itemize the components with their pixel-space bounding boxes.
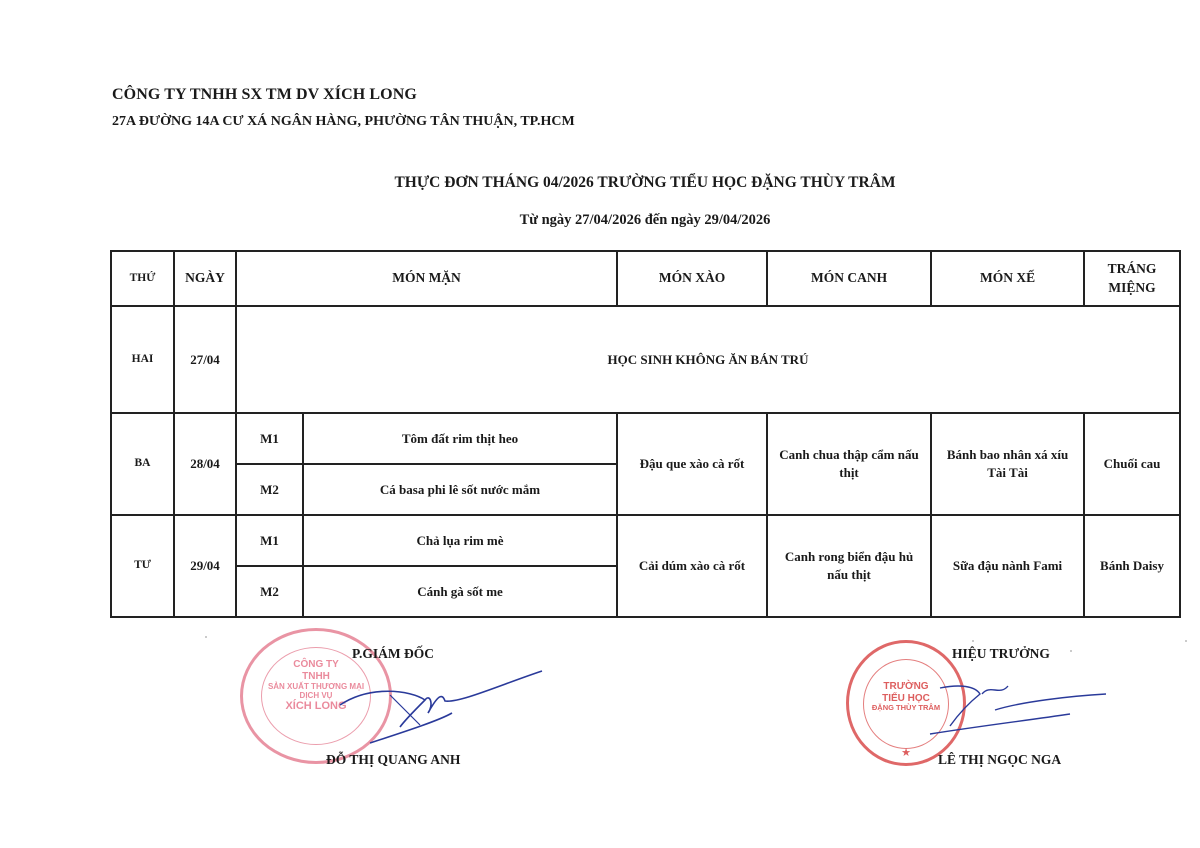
- col-header-main-dish: MÓN MẶN: [236, 251, 617, 306]
- company-stamp: CÔNG TY TNHH SẢN XUẤT THƯƠNG MẠI DỊCH VỤ XÍCH LONG: [240, 628, 392, 764]
- main-code: M1: [236, 413, 303, 464]
- main-dish: Chả lụa rim mè: [303, 515, 617, 566]
- principal-name: LÊ THỊ NGỌC NGA: [938, 752, 1062, 767]
- snack-cell: Bánh bao nhân xá xíu Tài Tài: [931, 413, 1084, 515]
- no-meal-note: HỌC SINH KHÔNG ĂN BÁN TRÚ: [236, 306, 1180, 413]
- date-cell: 28/04: [174, 413, 236, 515]
- soup-cell: Canh rong biển đậu hủ nấu thịt: [767, 515, 931, 617]
- day-cell: BA: [111, 413, 174, 515]
- date-cell: 29/04: [174, 515, 236, 617]
- table-row: [111, 413, 1180, 464]
- col-header-snack: MÓN XẾ: [931, 251, 1084, 306]
- scan-speck: [972, 640, 974, 642]
- day-cell: HAI: [111, 306, 174, 413]
- day-cell: TƯ: [111, 515, 174, 617]
- main-dish: Tôm đất rim thịt heo: [303, 413, 617, 464]
- table-row: [111, 306, 1180, 413]
- menu-table: [110, 250, 1181, 618]
- company-name: CÔNG TY TNHH SX TM DV XÍCH LONG: [112, 86, 417, 103]
- header-row: [111, 251, 1180, 306]
- stir-fry-cell: Đậu que xào cà rốt: [617, 413, 767, 515]
- table-row: [111, 515, 1180, 566]
- main-dish: Cá basa phi lê sốt nước mắm: [303, 464, 617, 515]
- scan-speck: [1185, 640, 1187, 642]
- soup-cell: Canh chua thập cẩm nấu thịt: [767, 413, 931, 515]
- snack-cell: Sữa đậu nành Fami: [931, 515, 1084, 617]
- scan-speck: [205, 636, 207, 638]
- col-header-dessert: TRÁNG MIỆNG: [1084, 251, 1180, 306]
- principal-signature: [920, 680, 1110, 740]
- col-header-day: THỨ: [111, 251, 174, 306]
- star-icon: ★: [901, 747, 911, 759]
- school-stamp: TRƯỜNG TIỂU HỌC ĐẶNG THÙY TRÂM ★: [846, 640, 966, 766]
- col-header-date: NGÀY: [174, 251, 236, 306]
- col-header-soup: MÓN CANH: [767, 251, 931, 306]
- scan-speck: [1070, 650, 1072, 652]
- document-title: THỰC ĐƠN THÁNG 04/2026 TRƯỜNG TIỂU HỌC ĐẶNG THÙY TRÂM: [394, 174, 896, 191]
- date-range: Từ ngày 27/04/2026 đến ngày 29/04/2026: [519, 212, 771, 228]
- director-name: ĐỖ THỊ QUANG ANH: [326, 752, 461, 767]
- main-code: M1: [236, 515, 303, 566]
- director-title: P.GIÁM ĐỐC: [352, 646, 435, 661]
- main-code: M2: [236, 566, 303, 617]
- main-code: M2: [236, 464, 303, 515]
- director-signature: [330, 665, 550, 745]
- principal-title: HIỆU TRƯỞNG: [952, 646, 1050, 661]
- dessert-cell: Chuối cau: [1084, 413, 1180, 515]
- dessert-cell: Bánh Daisy: [1084, 515, 1180, 617]
- stir-fry-cell: Cải dúm xào cà rốt: [617, 515, 767, 617]
- main-dish: Cánh gà sốt me: [303, 566, 617, 617]
- company-address: 27A ĐƯỜNG 14A CƯ XÁ NGÂN HÀNG, PHƯỜNG TÂN THUẬN, TP.HCM: [112, 114, 575, 129]
- col-header-stir-fry: MÓN XÀO: [617, 251, 767, 306]
- date-cell: 27/04: [174, 306, 236, 413]
